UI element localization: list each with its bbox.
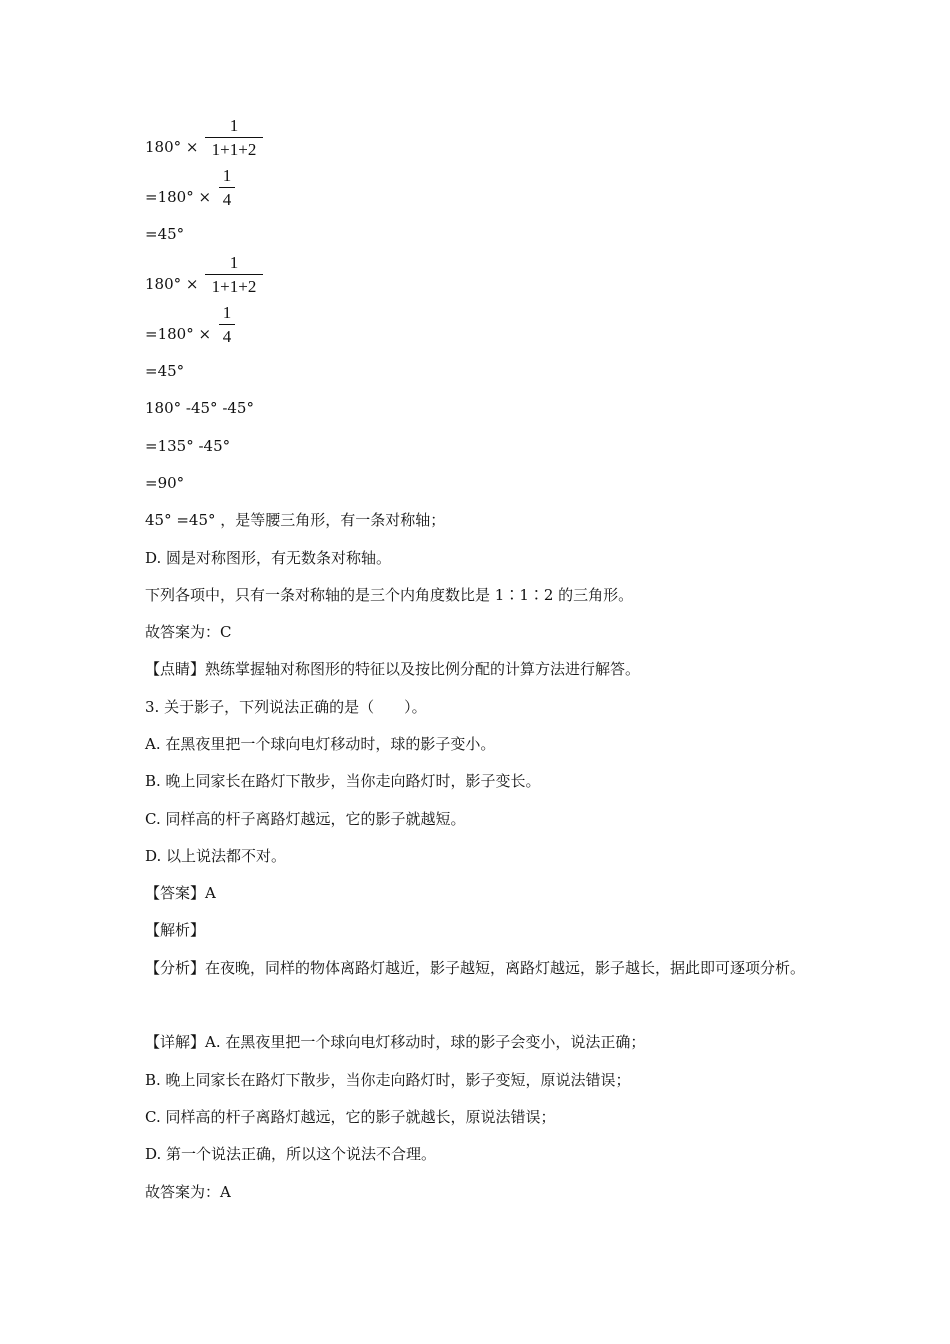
comment: 【点睛】熟练掌握轴对称图形的特征以及按比例分配的计算方法进行解答。: [145, 660, 641, 678]
subtraction-line: 180° -45° -45°: [145, 399, 254, 417]
fraction-numerator: 1: [222, 166, 232, 185]
analysis-paragraph: 【分析】在夜晚，同样的物体离路灯越近，影子越短，离路灯越远，影子越长，据此即可逐项分析。: [145, 959, 806, 977]
detail-a: 【详解】A. 在黑夜里把一个球向电灯移动时，球的影子会变小，说法正确；: [145, 1033, 646, 1051]
analysis-title: 【解析】: [145, 921, 206, 939]
option-b: B. 晚上同家长在路灯下散步，当你走向路灯时，影子变长。: [145, 772, 541, 790]
fraction-bar: [205, 274, 263, 275]
fraction-bar: [219, 324, 235, 325]
isosceles-statement: 45° =45° ，是等腰三角形，有一条对称轴；: [145, 511, 446, 529]
answer-c: 故答案为：C: [145, 623, 232, 641]
option-c: C. 同样高的杆子离路灯越远，它的影子就越短。: [145, 810, 466, 828]
fraction: [219, 166, 235, 212]
question-3-stem: 3. 关于影子，下列说法正确的是（ ）。: [145, 698, 427, 716]
fraction-bar: [219, 187, 235, 188]
option-d-circle: D. 圆是对称图形，有无数条对称轴。: [145, 549, 392, 567]
fraction: [205, 116, 263, 162]
final-answer: 故答案为：A: [145, 1183, 231, 1201]
fraction: [205, 253, 263, 299]
expression-prefix: =180° ×: [145, 325, 212, 343]
answer: 【答案】A: [145, 884, 216, 902]
fraction: [219, 303, 235, 349]
fraction-denominator: 4: [222, 190, 232, 209]
calc-result-2: =45°: [145, 362, 185, 380]
option-d: D. 以上说法都不对。: [145, 847, 287, 865]
detail-c: C. 同样高的杆子离路灯越远，它的影子就越长，原说法错误；: [145, 1108, 556, 1126]
expression-prefix: 180° ×: [145, 275, 199, 293]
fraction-numerator: 1: [222, 303, 232, 322]
detail-d: D. 第一个说法正确，所以这个说法不合理。: [145, 1145, 437, 1163]
detail-b: B. 晚上同家长在路灯下散步，当你走向路灯时，影子变短，原说法错误；: [145, 1071, 631, 1089]
conclusion: 下列各项中，只有一条对称轴的是三个内角度数比是 1∶1∶2 的三角形。: [145, 586, 634, 604]
subtraction-step: =135° -45°: [145, 437, 231, 455]
fraction-denominator: 4: [222, 327, 232, 346]
fraction-bar: [205, 137, 263, 138]
fraction-numerator: 1: [229, 253, 239, 272]
expression-prefix: 180° ×: [145, 138, 199, 156]
subtraction-result: =90°: [145, 474, 185, 492]
expression-prefix: =180° ×: [145, 188, 212, 206]
option-a: A. 在黑夜里把一个球向电灯移动时，球的影子变小。: [145, 735, 496, 753]
fraction-numerator: 1: [229, 116, 239, 135]
fraction-denominator: 1+1+2: [211, 140, 257, 159]
fraction-denominator: 1+1+2: [211, 277, 257, 296]
calc-result-1: =45°: [145, 225, 185, 243]
